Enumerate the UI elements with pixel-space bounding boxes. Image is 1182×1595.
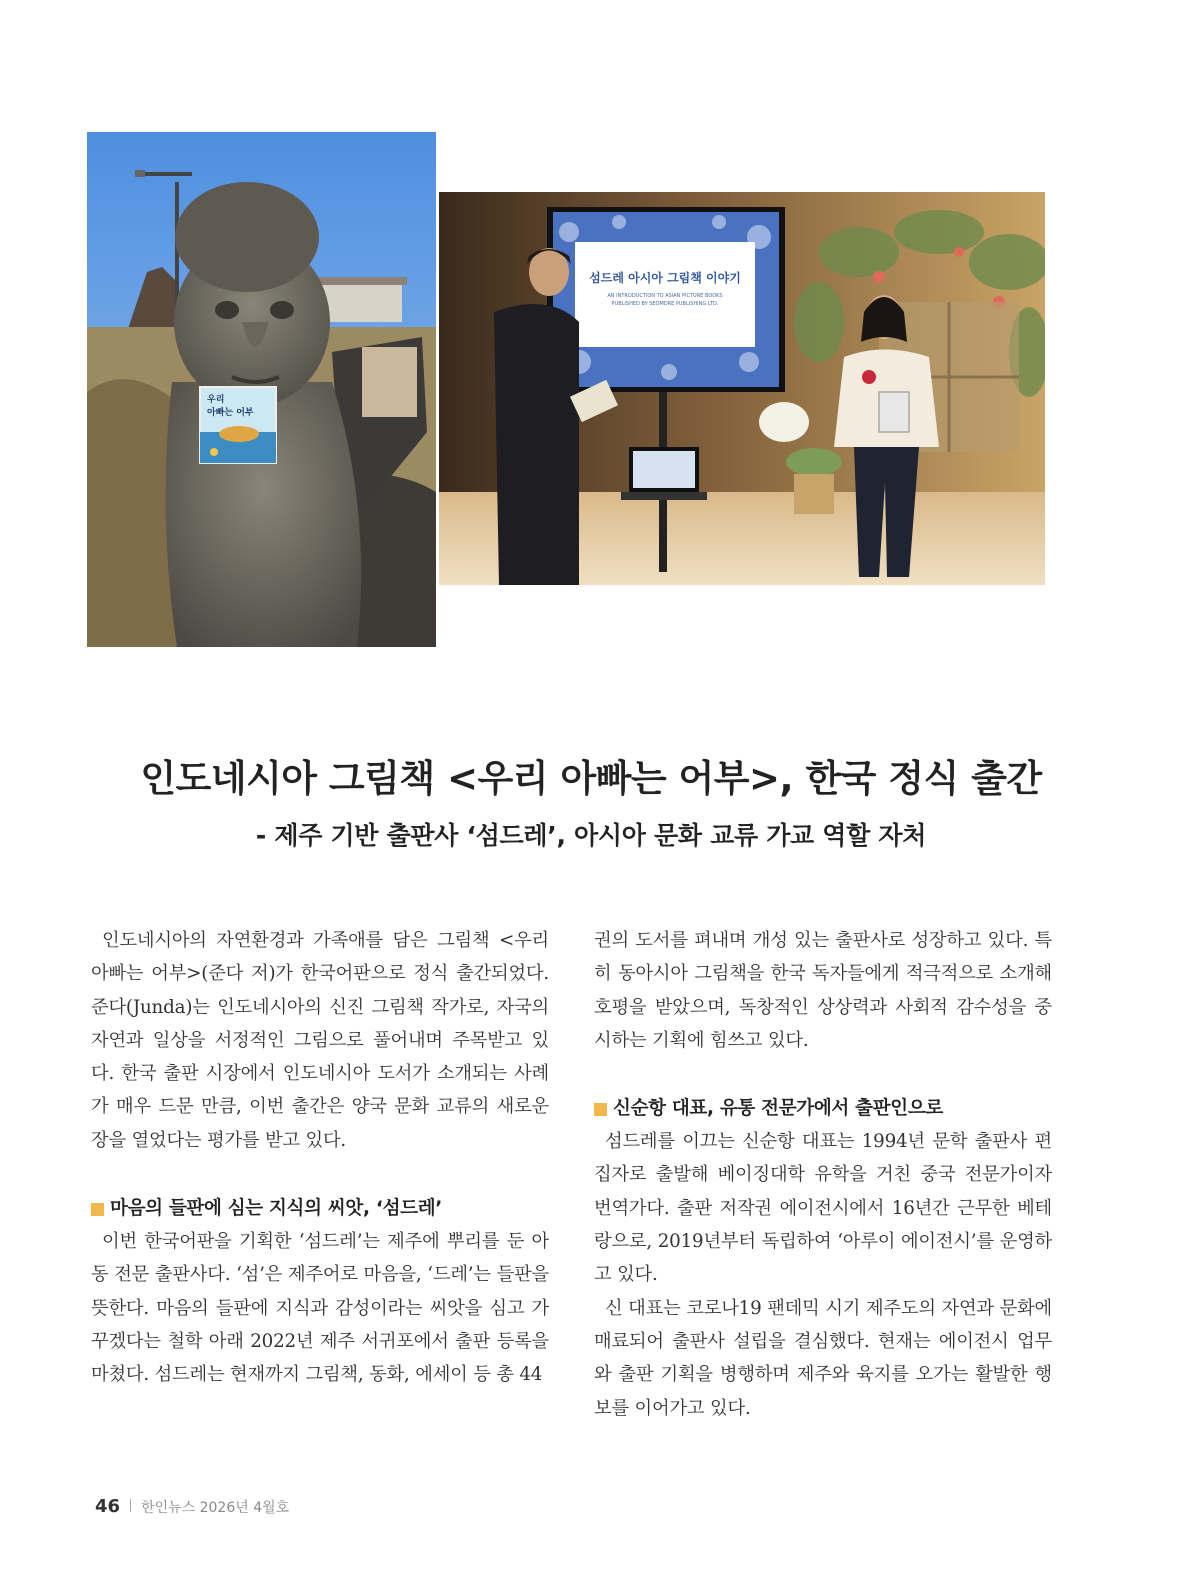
book-cover — [200, 387, 276, 463]
paragraph-ceo-career: 섬드레를 이끄는 신순항 대표는 1994년 문학 출판사 편집자로 출발해 베이징대학 유학을 거친 중국 전문가이자 번역가다. 출판 저작권 에이전시에서 16년간 근무한 베테랑으로, 2019년부터 독립하여 ‘아루이 에이전시’를 운영하고 있다. — [594, 1131, 1052, 1286]
article-column-right — [594, 924, 1052, 1425]
screen-subtitle-line1: AN INTRODUCTION TO ASIAN PICTURE BOOKS — [607, 293, 723, 299]
section-heading-text: 신순항 대표, 유통 전문가에서 출판인으로 — [613, 1098, 943, 1120]
book-title-label: 아빠는 어부 — [207, 408, 254, 418]
screen-subtitle-line2: PUBLISHED BY SEOMDRE PUBLISHING LTD. — [611, 301, 719, 307]
presentation-illustration — [439, 192, 1045, 585]
page-footer — [95, 1496, 289, 1517]
section-heading-ceo — [594, 1093, 1052, 1125]
publication-issue: 한인뉴스 2026년 4월호 — [141, 1500, 290, 1516]
article-subheadline: - 제주 기반 출판사 ‘섬드레’, 아시아 문화 교류 가교 역할 자처 — [255, 821, 927, 850]
paragraph-continued: 권의 도서를 펴내며 개성 있는 출판사로 성장하고 있다. 특히 동아시아 그림책을 한국 독자들에게 적극적으로 소개해 호평을 받았으며, 독창적인 상상력과 사회적 감수성을 중시하는 기획에 힘쓰고 있다. — [594, 930, 1052, 1051]
page-number: 46 — [95, 1496, 121, 1517]
dol-hareubang-illustration — [87, 132, 436, 647]
paragraph-intro: 인도네시아의 자연환경과 가족애를 담은 그림책 <우리 아빠는 어부>(준다 저)가 한국어판으로 정식 출간되었다. 준다(Junda)는 인도네시아의 신진 그림책 작가로, 자국의 자연과 일상을 서정적인 그림으로 풀어내며 주목받고 있다. 한국 출판 시장에서 인도네시아 도서가 소개되는 사례가 매우 드문 만큼, 이번 출간은 양국 문화 교류의 새로운 장을 열었다는 평가를 받고 있다. — [91, 930, 549, 1151]
book-series-label: 우리 — [207, 395, 225, 405]
paragraph-seomdre: 이번 한국어판을 기획한 ‘섬드레’는 제주에 뿌리를 둔 아동 전문 출판사다. ‘섬’은 제주어로 마음을, ‘드레’는 들판을 뜻한다. 마음의 들판에 지식과 감성이라는 씨앗을 심고 가꾸겠다는 철학 아래 2022년 제주 서귀포에서 출판 등록을 마쳤다. 섬드레는 현재까지 그림책, 동화, 에세이 등 총 44 — [91, 1231, 549, 1386]
photo-dol-hareubang — [87, 132, 436, 647]
section-heading-seomdre — [91, 1193, 549, 1225]
article-headline: 인도네시아 그림책 <우리 아빠는 어부>, 한국 정식 출간 — [140, 757, 1042, 800]
photo-presentation — [439, 192, 1045, 585]
footer-divider — [130, 1499, 131, 1512]
article-column-left — [91, 924, 549, 1392]
square-bullet-icon — [91, 1203, 104, 1216]
screen-title: 섬드레 아시아 그림책 이야기 — [589, 271, 741, 285]
section-heading-text: 마음의 들판에 심는 지식의 씨앗, ‘섬드레’ — [110, 1198, 443, 1220]
paragraph-ceo-jeju: 신 대표는 코로나19 팬데믹 시기 제주도의 자연과 문화에 매료되어 출판사 설립을 결심했다. 현재는 에이전시 업무와 출판 기획을 병행하며 제주와 육지를 오가는 활발한 행보를 이어가고 있다. — [594, 1297, 1052, 1419]
square-bullet-icon — [594, 1103, 607, 1116]
